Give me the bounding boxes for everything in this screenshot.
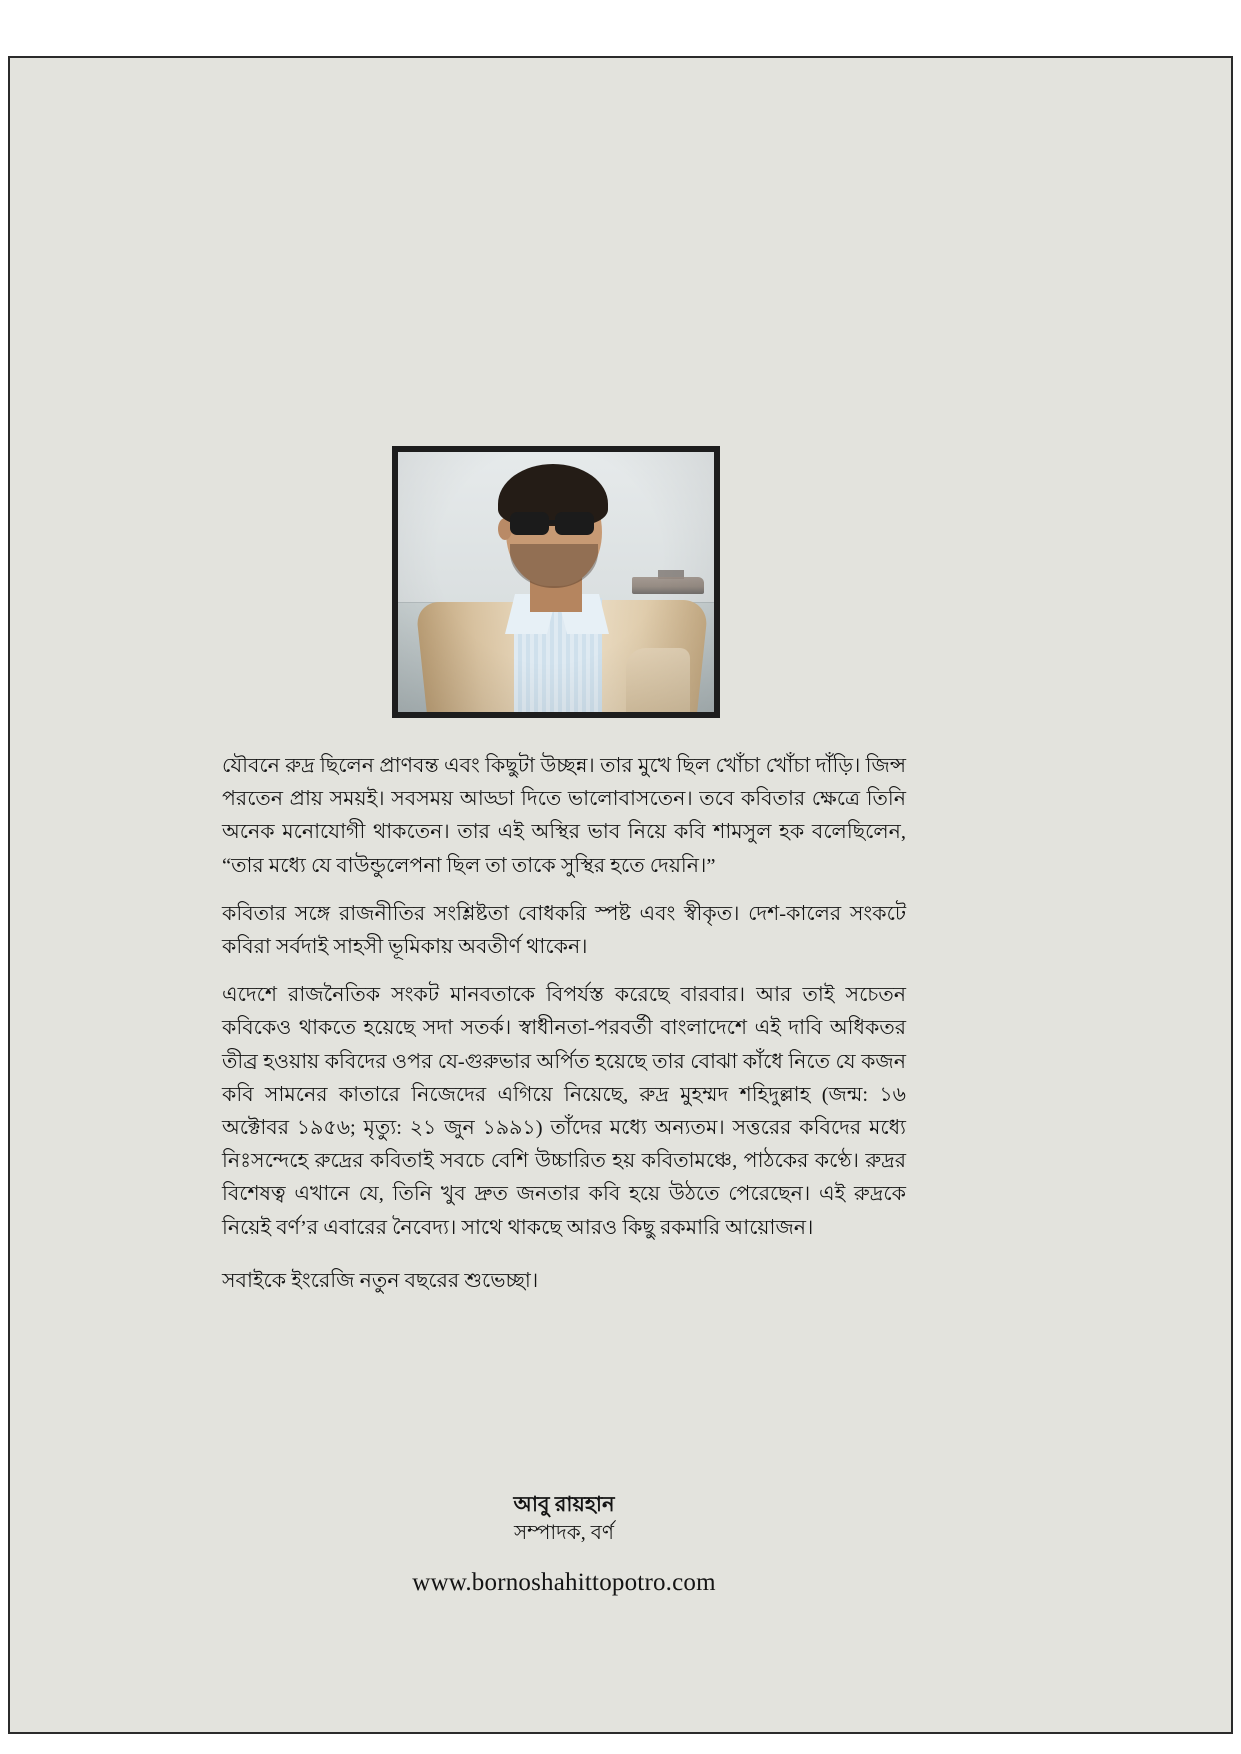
editor-role: সম্পাদক, বর্ণ [514, 1522, 614, 1545]
editorial-body [222, 750, 906, 1298]
page-border-frame [8, 56, 1233, 1734]
website-url[interactable]: www.bornoshahittopotro.com [412, 1569, 716, 1596]
signature-block [222, 1490, 906, 1547]
paper-surface [10, 58, 1231, 1732]
paragraph-1: যৌবনে রুদ্র ছিলেন প্রাণবন্ত এবং কিছুটা উচ্ছন্ন। তার মুখে ছিল খোঁচা খোঁচা দাঁড়ি। জিন্স পরতেন প্রায় সময়ই। সবসময় আড্ডা দিতে ভালোবাসতেন। তবে কবিতার ক্ষেত্রে তিনি অনেক মনোযোগী থাকতেন। তার এই অস্থির ভাব নিয়ে কবি শামসুল হক বলেছিলেন, “তার মধ্যে যে বাউন্ডুলেপনা ছিল তা তাকে সুস্থির হতে দেয়নি।” [222, 755, 906, 877]
author-portrait-photo [392, 446, 720, 718]
portrait-image [398, 452, 714, 712]
paragraph-3: এদেশে রাজনৈতিক সংকট মানবতাকে বিপর্যস্ত করেছে বারবার। আর তাই সচেতন কবিকেও থাকতে হয়েছে সদা সতর্ক। স্বাধীনতা-পরবর্তী বাংলাদেশে এই দাবি অধিকতর তীব্র হওয়ায় কবিদের ওপর যে-গুরুভার অর্পিত হয়েছে তার বোঝা কাঁধে নিতে যে কজন কবি সামনের কাতারে নিজেদের এগিয়ে নিয়েছে, রুদ্র মুহম্মদ শহিদুল্লাহ (জন্ম: ১৬ অক্টোবর ১৯৫৬; মৃত্যু: ২১ জুন ১৯৯১) তাঁদের মধ্যে অন্যতম। সত্তরের কবিদের মধ্যে নিঃসন্দেহে রুদ্রের কবিতাই সবচে বেশি উচ্চারিত হয় কবিতামঞ্চে, পাঠকের কণ্ঠে। রুদ্রর বিশেষত্ব এখানে যে, তিনি খুব দ্রুত জনতার কবি হয়ে উঠতে পেরেছেন। এই রুদ্রকে নিয়েই বর্ণ’র এবারের নৈবেদ্য। সাথে থাকছে আরও কিছু রকমারি আয়োজন। [222, 984, 906, 1239]
editor-name: আবু রায়হান [513, 1492, 615, 1516]
paragraph-2: কবিতার সঙ্গে রাজনীতির সংশ্লিষ্টতা বোধকরি স্পষ্ট এবং স্বীকৃত। দেশ-কালের সংকটে কবিরা সর্বদাই সাহসী ভূমিকায় অবতীর্ণ থাকেন। [222, 902, 906, 959]
paragraph-4: সবাইকে ইংরেজি নতুন বছরের শুভেচ্ছা। [222, 1269, 539, 1292]
photo-vignette [398, 452, 714, 712]
